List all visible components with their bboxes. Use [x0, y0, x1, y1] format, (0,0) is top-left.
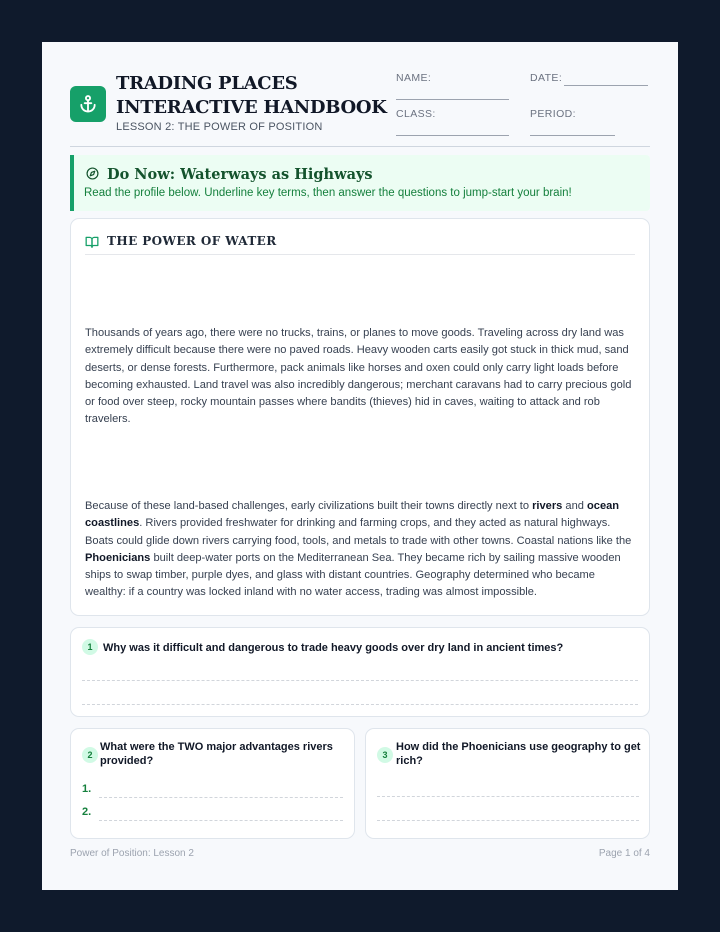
date-field[interactable]: [564, 85, 648, 86]
answer-line[interactable]: [99, 820, 343, 821]
question-number-badge: 3: [377, 747, 393, 763]
question-text: What were the TWO major advantages rivers provided?: [100, 741, 333, 767]
class-label: CLASS:: [396, 108, 436, 120]
compass-icon: [86, 167, 99, 185]
key-term-rivers: rivers: [532, 500, 563, 512]
anchor-icon: [70, 86, 106, 122]
do-now-callout: [70, 155, 650, 211]
footer-lesson: Power of Position: Lesson 2: [70, 848, 194, 859]
question-text: Why was it difficult and dangerous to trade heavy goods over dry land in ancient times?: [103, 642, 564, 654]
class-field[interactable]: [396, 135, 509, 136]
profile-header: [85, 233, 635, 255]
question-number-badge: 1: [82, 639, 98, 655]
key-term-ocean-coastlines: ocean coastlines: [85, 500, 620, 530]
page-number: Page 1 of 4: [598, 848, 650, 859]
worksheet-page: [42, 42, 678, 890]
name-field[interactable]: [396, 99, 509, 100]
answer-line[interactable]: [99, 797, 343, 798]
period-label: PERIOD:: [530, 108, 576, 120]
answer-line[interactable]: [82, 680, 638, 681]
name-label: NAME:: [396, 72, 432, 84]
key-term-phoenicians: Phoenicians: [85, 551, 151, 564]
answer-list-number: 2.: [82, 806, 92, 818]
profile-paragraph-2: Because of these land-based challenges, early civilizations built their towns directly next to rivers and ocean coastlines. Rivers provided freshwater for drinking and farming crops, and they acted as natural highways. Boats could glide down rivers carrying food, tools, and metals to trade with other towns. Coastal nations like the Phoenicians built deep-water ports on the Mediterranean Sea. They became rich by sailing massive wooden ships to swap timber, purple dyes, and glass with distant countries. Geography determined who became wealthy: if a country was locked inland with no water access, trading was almost impossible.: [85, 500, 632, 599]
answer-line[interactable]: [82, 704, 638, 705]
question-card-1: [70, 627, 650, 717]
profile-card: [70, 218, 650, 616]
answer-line[interactable]: [377, 820, 639, 821]
lesson-subtitle: LESSON 2: THE POWER OF POSITION: [116, 121, 323, 133]
question-number-badge: 2: [82, 747, 98, 763]
book-open-icon: [85, 235, 99, 253]
do-now-title: Do Now: Waterways as Highways: [107, 166, 373, 183]
profile-paragraph-1: Thousands of years ago, there were no trucks, trains, or planes to move goods. Traveling across dry land was extremely difficult because there were no paved roads. Heavy wooden carts easily got stuck in thick mud, sand deserts, or dense forests. Furthermore, pack animals like horses and oxen could only carry light loads before becoming exhausted. Land travel was also incredibly dangerous; merchant caravans had to carry precious gold or food over steep, rocky mountain passes where bandits (thieves) hid in caves, waiting to attack and rob travelers.: [85, 327, 632, 426]
page-title: TRADING PLACES INTERACTIVE HANDBOOK: [116, 73, 387, 118]
answer-list-number: 1.: [82, 783, 92, 795]
do-now-instructions: Read the profile below. Underline key terms, then answer the questions to jump-start your brain!: [84, 187, 572, 199]
date-label: DATE:: [530, 72, 563, 84]
period-field[interactable]: [530, 135, 615, 136]
header-divider: [70, 146, 650, 147]
profile-title: THE POWER OF WATER: [107, 234, 277, 248]
answer-line[interactable]: [377, 796, 639, 797]
question-text: How did the Phoenicians use geography to get rich?: [396, 741, 641, 767]
question-card-3: [365, 728, 650, 839]
question-card-2: [70, 728, 355, 839]
